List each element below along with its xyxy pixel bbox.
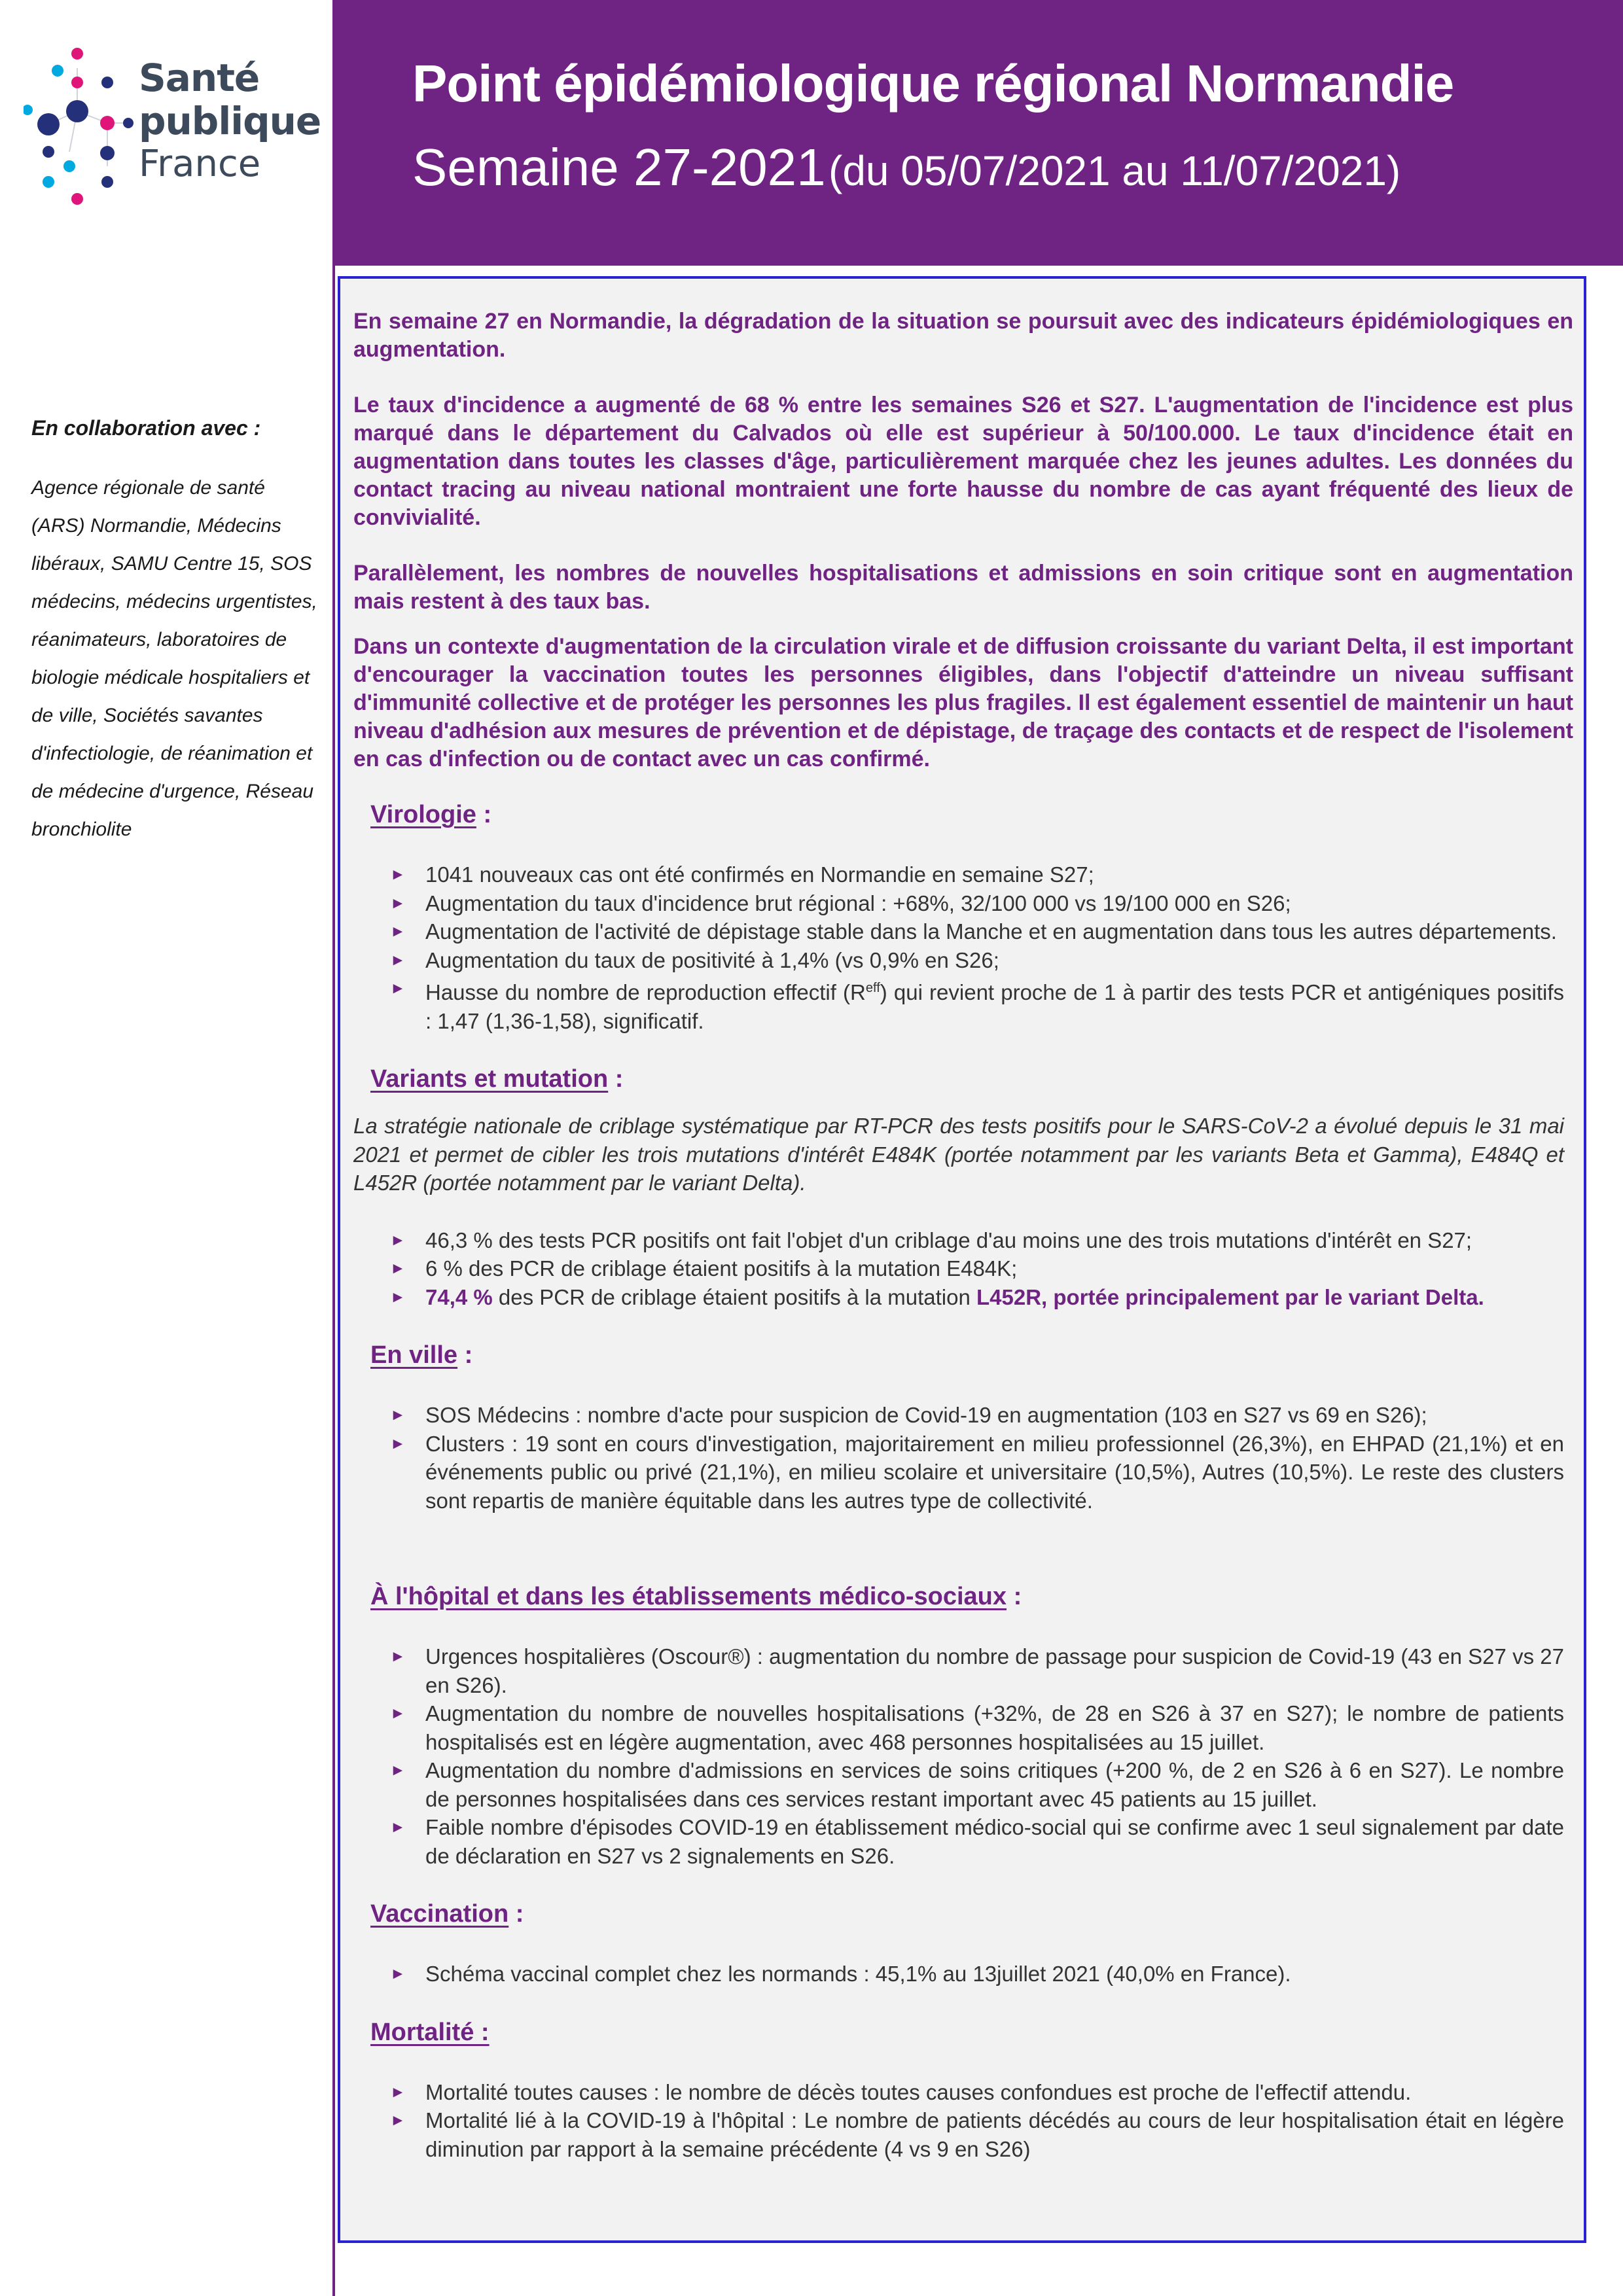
list-item: ► Augmentation du taux de positivité à 1,4% (vs 0,9% en S26; xyxy=(390,946,1564,975)
bullet-arrow-icon: ► xyxy=(390,980,406,997)
summary-content xyxy=(353,308,1573,2163)
section-title-hopital: À l'hôpital et dans les établissements médico-sociaux : xyxy=(370,1583,1022,1610)
section-title-variants: Variants et mutation : xyxy=(370,1065,624,1093)
logo-wordmark xyxy=(139,56,321,186)
list-item: ► 74,4 % des PCR de criblage étaient positifs à la mutation L452R, portée principalement par le variant Delta. xyxy=(390,1283,1564,1312)
bullet-arrow-icon: ► xyxy=(390,1818,406,1836)
list-item: ► Urgences hospitalières (Oscour®) : augmentation du nombre de passage pour suspicion de Covid-19 (43 en S27 vs 27 en S26). xyxy=(390,1642,1564,1699)
bullet-arrow-icon: ► xyxy=(390,1434,406,1453)
intro-paragraph: Le taux d'incidence a augmenté de 68 % entre les semaines S26 et S27. L'augmentation de l'incidence est plus marqué dans le département du Calvados où elle est supérieur à 50/100.000. Le taux d'incidence était en augmentation dans toutes les classes d'âge, particulièrement marquée chez les jeunes adultes. Les données du contact tracing au niveau national montraient une forte hausse du nombre de cas ayant fréquenté des lieux de convivialité. xyxy=(353,393,1573,530)
list-item: ► Faible nombre d'épisodes COVID-19 en établissement médico-social qui se confirme avec 1 seul signalement par date de déclaration en S27 vs 2 signalements en S26. xyxy=(390,1813,1564,1870)
intro-paragraph: Dans un contexte d'augmentation de la circulation virale et de diffusion croissante du variant Delta, il est important d'encourager la vaccination toutes les personnes éligibles, dans l'objectif d'atteindre un niveau suffisant d'immunité collective et de protéger les personnes les plus fragiles. Il est également essentiel de maintenir un haut niveau d'adhésion aux mesures de prévention et de dépistage, de traçage des contacts et de respect de l'isolement en cas d'infection ou de contact avec un cas confirmé. xyxy=(353,634,1573,771)
list-item: ► Hausse du nombre de reproduction effectif $(R^{eff})$ qui revient proche de 1 à partir des tests PCR et antigéniques positifs : 1,47 (1,36-1,58), significatif. xyxy=(390,974,1564,1035)
bullet-arrow-icon: ► xyxy=(390,1965,406,1983)
page-subtitle xyxy=(412,137,1400,198)
list-item: ► Mortalité toutes causes : le nombre de décès toutes causes confondues est proche de l'effectif attendu. xyxy=(390,2078,1564,2107)
vaccination-list xyxy=(390,1960,1564,1988)
collaboration-title: En collaboration avec : xyxy=(31,416,261,440)
list-item: ► Clusters : 19 sont en cours d'investigation, majoritairement en milieu professionnel (26,3%), en EHPAD (21,1%) et en événements public ou privé (21,1%), en milieu scolaire et universitaire (10,5%), Autres (10,5%). Le reste des clusters sont repartis de manière équitable dans les autres type de collectivité. xyxy=(390,1430,1564,1515)
list-item: ► Mortalité lié à la COVID-19 à l'hôpital : Le nombre de patients décédés au cours de leur hospitalisation était en légère diminution par rapport à la semaine précédente (4 vs 9 en S26) xyxy=(390,2106,1564,2163)
date-range: (du 05/07/2021 au 11/07/2021) xyxy=(829,147,1401,194)
sante-publique-france-logo xyxy=(24,42,325,212)
section-title-en-ville: En ville : xyxy=(370,1341,473,1369)
bullet-arrow-icon: ► xyxy=(390,866,406,883)
collaboration-partners: Agence régionale de santé (ARS) Normandie, Médecins libéraux, SAMU Centre 15, SOS médecins, médecins urgentistes, réanimateurs, laboratoires de biologie médicale hospitaliers et de ville, Sociétés savantes d'infectiologie, de réanimation et de médecine d'urgence, Réseau bronchiolite xyxy=(31,477,317,840)
bullet-arrow-icon: ► xyxy=(390,1406,406,1424)
intro-paragraph: En semaine 27 en Normandie, la dégradation de la situation se poursuit avec des indicateurs épidémiologiques en augmentation. xyxy=(353,309,1573,362)
bullet-arrow-icon: ► xyxy=(390,1648,406,1665)
logo-line-france: France xyxy=(139,143,261,185)
list-item: ► Augmentation du nombre d'admissions en services de soins critiques (+200 %, de 2 en S26 à 6 en S27). Le nombre de personnes hospitalisées dans ces services restant important avec 45 patients au 15 juillet. xyxy=(390,1756,1564,1813)
bullet-arrow-icon: ► xyxy=(390,1231,406,1249)
bullet-arrow-icon: ► xyxy=(390,1761,406,1779)
list-item: ► 46,3 % des tests PCR positifs ont fait l'objet d'un criblage d'au moins une des trois mutations d'intérêt en S27; xyxy=(390,1226,1564,1255)
logo-line-publique: publique xyxy=(139,99,321,143)
bullet-arrow-icon: ► xyxy=(390,1704,406,1722)
collaboration-block xyxy=(31,416,319,849)
hopital-list xyxy=(390,1642,1564,1870)
sidebar xyxy=(0,0,335,2296)
section-title-virologie: Virologie : xyxy=(370,801,492,828)
section-title-mortalite: Mortalité : xyxy=(370,2018,490,2046)
bullet-arrow-icon: ► xyxy=(390,951,406,969)
mortalite-list xyxy=(390,2078,1564,2164)
ville-list xyxy=(390,1401,1564,1515)
intro-paragraph: Parallèlement, les nombres de nouvelles hospitalisations et admissions en soin critique sont en augmentation mais restent à des taux bas. xyxy=(353,561,1573,614)
list-item: ► Augmentation de l'activité de dépistage stable dans la Manche et en augmentation dans tous les autres départements. xyxy=(390,917,1564,946)
list-item: ► 1041 nouveaux cas ont été confirmés en Normandie en semaine S27; xyxy=(390,860,1564,889)
variants-list xyxy=(390,1226,1564,1312)
list-item: ► SOS Médecins : nombre d'acte pour suspicion de Covid-19 en augmentation (103 en S27 vs 69 en S26); xyxy=(390,1401,1564,1430)
summary-panel xyxy=(338,276,1586,2243)
section-title-vaccination: Vaccination : xyxy=(370,1900,524,1928)
bullet-arrow-icon: ► xyxy=(390,2111,406,2129)
logo-line-sante: Santé xyxy=(139,56,260,100)
header-banner xyxy=(335,0,1623,266)
bullet-arrow-icon: ► xyxy=(390,894,406,912)
week-label: Semaine 27-2021 xyxy=(412,138,826,196)
list-item: ► 6 % des PCR de criblage étaient positifs à la mutation E484K; xyxy=(390,1254,1564,1283)
bullet-arrow-icon: ► xyxy=(390,923,406,940)
bullet-arrow-icon: ► xyxy=(390,1288,406,1306)
list-item: ► Schéma vaccinal complet chez les normands : 45,1% au 13juillet 2021 (40,0% en France). xyxy=(390,1960,1564,1988)
list-item: ► Augmentation du nombre de nouvelles hospitalisations (+32%, de 28 en S26 à 37 en S27); le nombre de patients hospitalisés est en légère augmentation, avec 468 personnes hospitalisées au 15 juillet. xyxy=(390,1699,1564,1756)
page-title: Point épidémiologique régional Normandie xyxy=(412,54,1454,113)
bullet-arrow-icon: ► xyxy=(390,2083,406,2101)
virologie-list xyxy=(390,860,1564,1035)
bullet-arrow-icon: ► xyxy=(390,1260,406,1277)
list-item: ► Augmentation du taux d'incidence brut régional : +68%, 32/100 000 vs 19/100 000 en S26; xyxy=(390,889,1564,918)
logo-dots-icon xyxy=(24,42,135,212)
variants-intro: La stratégie nationale de criblage systématique par RT-PCR des tests positifs pour le SARS-CoV-2 a évolué depuis le 31 mai 2021 et permet de cibler les trois mutations d'intérêt E484K (portée notamment par les variants Beta et Gamma), E484Q et L452R (portée notamment par le variant Delta). xyxy=(353,1114,1564,1195)
